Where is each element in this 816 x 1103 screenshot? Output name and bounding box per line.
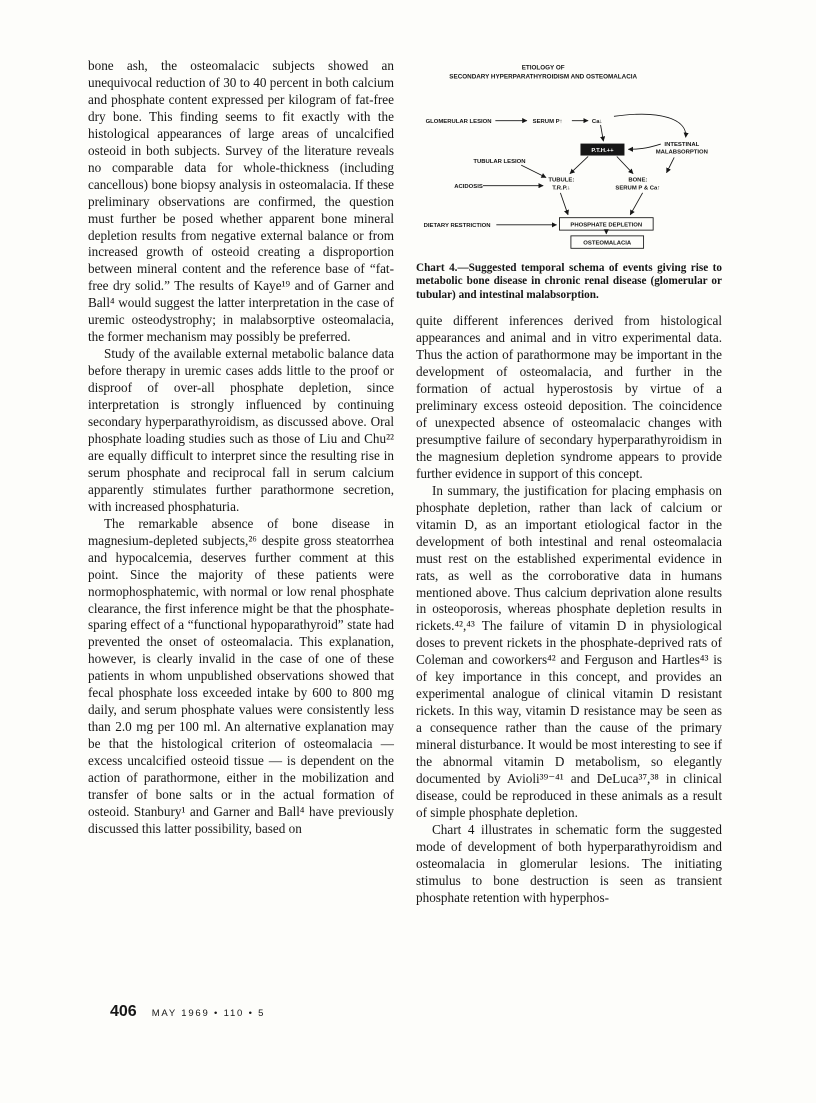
- node-tubule-line1: TUBULE:: [548, 177, 575, 184]
- node-tubular-lesion: TUBULAR LESION: [473, 159, 526, 166]
- page-number: 406: [110, 1003, 137, 1020]
- paragraph: The remarkable absence of bone disease in magnesium-depleted subjects,²⁶ despite gross steatorrhea and hypocalcemia, deserves further comment at this point. Since the majority of these patients were normophosphatemic, with normal or low renal phosphate clearance, the first inference might be that the phosphate-sparing effect of a “functional hypoparathyroid” state had prevented the onset of osteomalacia. This explanation, however, is clearly invalid in the case of one of these patients in whom unpublished observations showed that fecal phosphate loss exceeded intake by 600 to 800 mg daily, and serum phosphate values were consistently less than 2.0 mg per 100 ml. An alternative explanation may be that the histological criterion of osteomalacia — excess uncalcified osteoid tissue — is dependent on the action of parathormone, either in the mobilization and transfer of bone salts or in the actual formation of osteoid. Stanbury¹ and Garner and Ball⁴ have previously discussed this latter possibility, based on: [88, 515, 394, 836]
- arrow-tubule-to-phosphate: [560, 193, 568, 215]
- node-phosphate-depletion: PHOSPHATE DEPLETION: [570, 222, 643, 229]
- node-acidosis: ACIDOSIS: [454, 184, 483, 191]
- page-footer: [110, 1003, 265, 1021]
- node-tubule-line2: T.R.P.↓: [552, 185, 571, 192]
- node-bone-line1: BONE:: [628, 177, 648, 184]
- arrow-intestinal-to-bone: [667, 157, 675, 172]
- issue-line: MAY 1969 • 110 • 5: [151, 1008, 266, 1019]
- node-pth: P.T.H.++: [591, 148, 614, 155]
- diagram-title-line1: ETIOLOGY OF: [521, 64, 565, 72]
- chart-4-figure: [416, 58, 722, 302]
- diagram-title-line2: SECONDARY HYPERPARATHYROIDISM AND OSTEOMALACIA: [449, 73, 638, 81]
- chart-caption: Chart 4.—Suggested temporal schema of events giving rise to metabolic bone disease in chronic renal disease (glomerular or tubular) and intestinal malabsorption.: [416, 262, 722, 301]
- arrow-pth-to-bone: [617, 156, 633, 173]
- paragraph: bone ash, the osteomalacic subjects showed an unequivocal reduction of 30 to 40 percent in both calcium and phosphate content expressed per kilogram of fat-free dry bone. This finding seems to fit exactly with the histological appearances of large areas of uncalcified osteoid in both subjects. Survey of the literature reveals no comparable data for whole-thickness (including cancellous) bone biopsy analysis in osteomalacia. If these preliminary observations are confirmed, the question must further be posed whether apparent bone mineral depletion results from negative external balance or from increased growth of osteoid creating a disproportion between mineral content and the reference base of “fat-free dry solid.” The results of Kaye¹⁹ and of Garner and Ball⁴ would suggest the latter interpretation in the case of uremic osteodystrophy; in malabsorptive osteomalacia, the former mechanism may possibly be preferred.: [88, 58, 394, 345]
- left-column: [88, 58, 394, 907]
- right-column: [416, 58, 722, 907]
- arrow-pth-to-tubule: [570, 156, 588, 173]
- paragraph: quite different inferences derived from histological appearances and animal and in vitro experimental data. Thus the action of parathormone may be important in the development of osteomalacia, and further in the formation of actual hyperostosis by virtue of a preliminary excess osteoid deposition. The coincidence of unexpected absence of osteomalacic changes with presumptive failure of secondary hyperparathyroidism in the magnesium depletion syndrome appears to provide further evidence in support of this concept.: [416, 313, 722, 481]
- arrow-tubular-to-tubule: [521, 165, 546, 177]
- arrow-intestinal-to-pth: [628, 144, 661, 149]
- node-bone-line2: SERUM P & Ca↑: [615, 185, 661, 192]
- arrow-ca-to-pth: [601, 125, 604, 141]
- two-column-layout: [88, 58, 722, 907]
- etiology-flowchart: [416, 58, 722, 254]
- node-intestinal-line2: MALABSORPTION: [655, 149, 708, 156]
- arrow-ca-intestinal-loop: [614, 114, 686, 137]
- paragraph: In summary, the justification for placing emphasis on phosphate depletion, rather than lack of calcium or vitamin D, as an important etiological factor in the development of both intestinal and renal osteomalacia must rest on the established experimental evidence in rats, as well as the corroborative data in humans mentioned above. Thus calcium deprivation alone results in osteoporosis, whereas phosphate depletion results in rickets.⁴²,⁴³ The failure of vitamin D in physiological doses to prevent rickets in the phosphate-deprived rats of Coleman and coworkers⁴² and Ferguson and Hartles⁴³ is of key importance in this concept, and provides an experimental analogue of clinical vitamin D resistant rickets. In this way, vitamin D resistance may be seen as a consequence rather than the cause of the primary mineral disturbance. It would be most interesting to see if the abnormal vitamin D metabolism, so elegantly documented by Avioli³⁹⁻⁴¹ and DeLuca³⁷,³⁸ in clinical disease, could be reproduced in these animals as a result of simple phosphate depletion.: [416, 482, 722, 820]
- node-osteomalacia: OSTEOMALACIA: [583, 240, 632, 247]
- node-ca-down: Ca↓: [591, 119, 603, 126]
- node-glomerular-lesion: GLOMERULAR LESION: [425, 119, 492, 126]
- node-dietary-restriction: DIETARY RESTRICTION: [423, 223, 491, 230]
- node-intestinal-line1: INTESTINAL: [664, 141, 700, 148]
- arrow-bone-to-phosphate: [630, 193, 642, 215]
- node-serum-p: SERUM P↑: [532, 119, 563, 126]
- paragraph: Chart 4 illustrates in schematic form the suggested mode of development of both hyperparathyroidism and osteomalacia in glomerular lesions. The initiating stimulus to bone destruction is seen as transient phosphate retention with hyperphos-: [416, 821, 722, 905]
- paragraph: Study of the available external metabolic balance data before therapy in uremic cases adds little to the proof or disproof of over-all phosphate depletion, since interpretation is strongly influenced by continuing secondary hyperparathyroidism, as discussed above. Oral phosphate loading studies such as those of Liu and Chu²² are equally difficult to interpret since the resulting rise in serum phosphate and reciprocal fall in serum calcium apparently stimulates further parathormone secretion, with increased phosphaturia.: [88, 346, 394, 514]
